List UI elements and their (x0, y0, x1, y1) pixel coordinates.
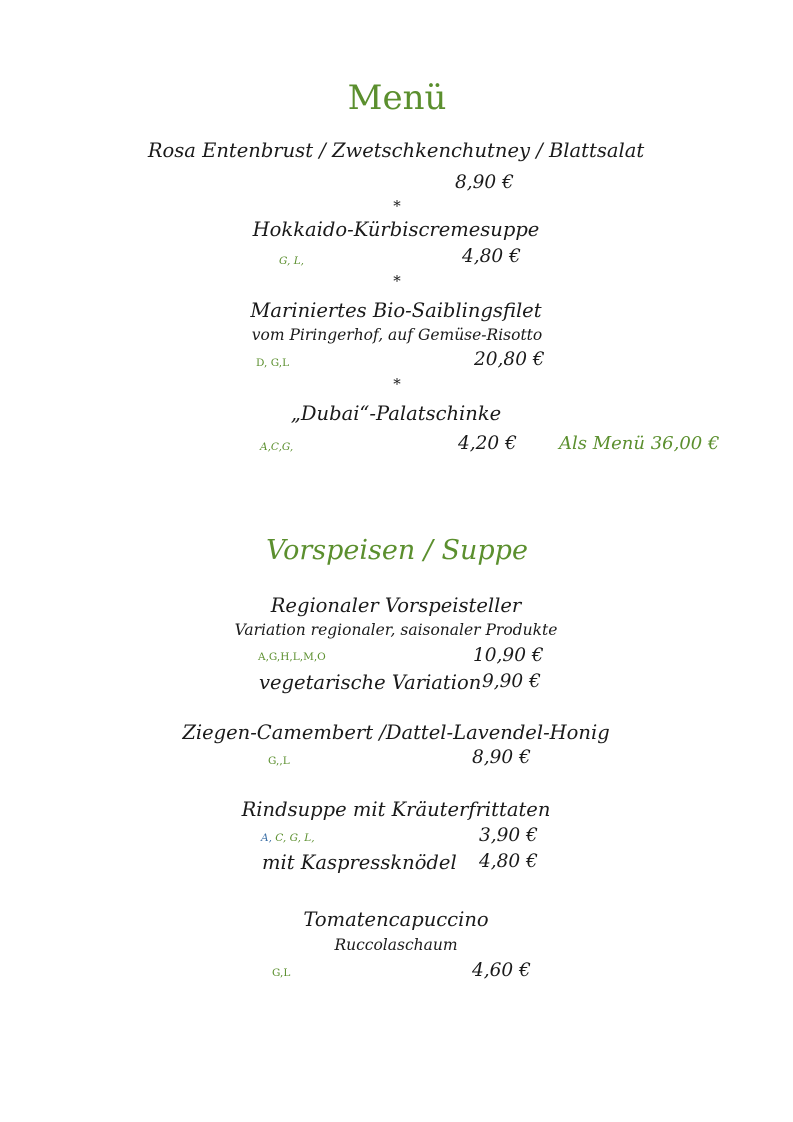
menu-separator: * (393, 197, 401, 215)
menu-title: Menü (347, 78, 447, 118)
allergen-codes: C, G, L, (275, 832, 315, 844)
menu-course-fish-price: 20,80 € (474, 349, 545, 370)
starter-platter-price: 10,90 € (473, 645, 544, 666)
starter-beef-soup-price: 3,90 € (479, 825, 538, 846)
menu-course-dessert-price: 4,20 € (458, 433, 517, 454)
starter-platter-vegetarian-price: 9,90 € (482, 671, 541, 692)
menu-course-dessert-allergens: A,C,G, (260, 441, 294, 453)
starter-platter-allergens: A,G,H,L,M,O (258, 651, 326, 663)
menu-course-duck: Rosa Entenbrust / Zwetschkenchutney / Blattsalat (147, 139, 645, 162)
starter-platter: Regionaler Vorspeisteller (270, 594, 522, 617)
menu-course-soup: Hokkaido-Kürbiscremesuppe (252, 218, 540, 241)
menu-course-fish: Mariniertes Bio-Saiblingsfilet (250, 299, 542, 322)
starters-title: Vorspeisen / Suppe (266, 535, 528, 566)
starter-tomato: Tomatencapuccino (303, 908, 489, 931)
set-menu-price: Als Menü 36,00 € (559, 433, 720, 454)
starter-beef-soup-allergens (261, 832, 315, 844)
starter-tomato-allergens: G,L (272, 967, 291, 979)
starter-camembert-price: 8,90 € (472, 747, 531, 768)
menu-separator: * (393, 375, 401, 393)
starter-beef-soup: Rindsuppe mit Kräuterfrittaten (241, 798, 551, 821)
menu-course-dessert: „Dubai“-Palatschinke (290, 402, 502, 425)
starter-tomato-price: 4,60 € (472, 960, 531, 981)
starter-camembert-allergens: G,,L (268, 755, 290, 767)
menu-course-fish-allergens: D, G,L (256, 357, 290, 369)
allergen-code-a: A, (261, 832, 272, 844)
starter-platter-vegetarian: vegetarische Variation (259, 671, 482, 694)
menu-course-soup-price: 4,80 € (462, 246, 521, 267)
starter-beef-soup-variant-price: 4,80 € (479, 851, 538, 872)
starter-beef-soup-variant: mit Kaspressknödel (262, 851, 457, 874)
menu-separator: * (393, 272, 401, 290)
starter-camembert: Ziegen-Camembert /Dattel-Lavendel-Honig (182, 721, 610, 744)
starter-platter-desc: Variation regionaler, saisonaler Produkte (234, 621, 558, 639)
menu-course-fish-desc: vom Piringerhof, auf Gemüse-Risotto (251, 326, 543, 344)
menu-course-soup-allergens: G, L, (279, 255, 304, 267)
starter-tomato-desc: Ruccolaschaum (334, 936, 458, 954)
menu-course-duck-price: 8,90 € (455, 172, 514, 193)
